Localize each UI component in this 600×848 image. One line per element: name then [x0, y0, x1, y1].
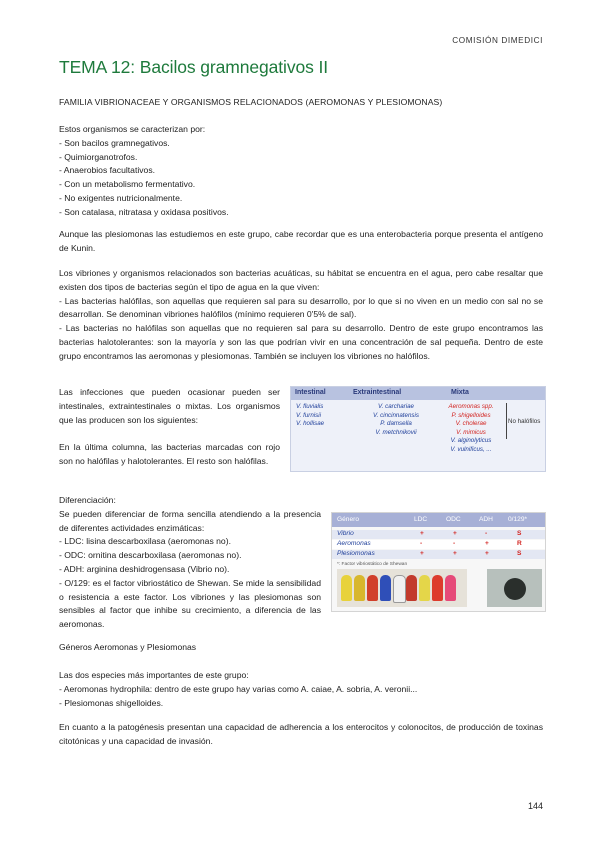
list-item: - Anaerobios facultativos.	[59, 165, 156, 176]
extraintestinal-column	[351, 403, 441, 437]
ldc-item: - LDC: lisina descarboxilasa (aeromonas no).	[59, 536, 231, 547]
infections-block	[59, 386, 280, 469]
list-item: - Quimiorganotrofos.	[59, 151, 138, 162]
infections-intro: Las infecciones que pueden ocasionar pueden ser intestinales, extraintestinales o mixtas. Los organismos que las producen son los siguientes:	[59, 387, 280, 425]
header-organization: COMISIÓN DIMEDICI	[452, 36, 543, 45]
agar-plate-photo	[487, 569, 542, 607]
list-item: - Con un metabolismo fermentativo.	[59, 179, 196, 190]
enzyme-table	[331, 512, 546, 612]
table-header	[332, 513, 545, 527]
paragraph-text: Aunque las plesiomonas las estudiemos en este grupo, cabe recordar que es una enterobacteria porque presenta el antígeno de Kunin.	[59, 229, 543, 253]
tube-image	[445, 575, 456, 601]
mixta-red-column	[441, 403, 501, 437]
list-item: - Son bacilos gramnegativos.	[59, 137, 170, 148]
odc-cell: -	[453, 540, 456, 547]
species: V. mimicus	[456, 428, 486, 436]
species: V. furnisii	[296, 411, 321, 419]
genera-heading: Géneros Aeromonas y Plesiomonas	[59, 642, 197, 652]
genera-block	[59, 669, 543, 710]
non-halophilic-paragraph: - Las bacterias no halófilas son aquellas que no requieren sal para su desarrollo. Dentro de este grupo encontramos las bacterias halotolerantes: son la mayoría y son las que podrían vivir en una concentración de sal pequeña. Dentro de este grupo encontramos las aeromonas y plesiomonas. También se incluyen los vibriones no halófilos.	[59, 323, 543, 361]
header-odc: ODC	[446, 516, 461, 523]
table-row	[332, 540, 545, 549]
habitat-intro: Los vibriones y organismos relacionados son bacterias acuáticas, su hábitat se encuentra en el agua, pero cabe resaltar que existen dos tipos de bacterias según el tipo de agua en la que viven:	[59, 268, 543, 292]
bracket	[501, 403, 507, 439]
page-number: 144	[527, 801, 543, 811]
o129-item: - O/129: es el factor vibriostático de Shewan. Se mide la sensibilidad o resistencia a este factor. Los vibriones y las plesiomonas son sensibles al factor que inhibe su crecimiento, a diferencia de las aeromonas.	[59, 577, 321, 630]
header-extraintestinal: Extraintestinal	[353, 389, 402, 396]
differentiation-heading: Diferenciación:	[59, 495, 116, 505]
genera-intro: Las dos especies más importantes de este grupo:	[59, 670, 249, 680]
list-item: - Aeromonas hydrophila: dentro de este grupo hay varias como A. caiae, A. sobria, A. veronii...	[59, 683, 418, 694]
species: V. cholerae	[455, 420, 487, 428]
characteristics-list	[59, 137, 543, 220]
list-item: - Plesiomonas shigelloides.	[59, 697, 164, 708]
plesiomonas-paragraph	[59, 228, 543, 256]
table-row	[332, 550, 545, 559]
adh-cell: -	[485, 530, 488, 537]
species: V. vulnificus, ...	[450, 445, 492, 453]
sensitivity-disc	[504, 578, 526, 600]
pathogenesis-paragraph	[59, 721, 543, 749]
genus-cell: Vibrio	[337, 530, 354, 537]
ldc-cell: +	[420, 530, 424, 537]
characteristics-block	[59, 123, 543, 220]
tube-image	[419, 575, 430, 601]
table-header	[291, 387, 545, 400]
adh-cell: +	[485, 550, 489, 557]
genus-cell: Aeromonas	[337, 540, 371, 547]
header-mixta: Mixta	[451, 389, 469, 396]
species: V. alginolyticus	[450, 437, 492, 444]
header-o129: 0/129*	[508, 516, 528, 523]
species: P. shigelloides	[451, 411, 491, 419]
intestinal-column	[296, 403, 324, 429]
characteristics-intro: Estos organismos se caracterizan por:	[59, 124, 206, 134]
no-halophilic-label: No halófilos	[508, 418, 541, 425]
tube-image	[354, 575, 365, 601]
section-heading: FAMILIA VIBRIONACEAE Y ORGANISMOS RELACIONADOS (AEROMONAS Y PLESIOMONAS)	[59, 97, 443, 107]
header-ldc: LDC	[414, 516, 428, 523]
species: Aeromonas spp.	[448, 403, 494, 410]
species: V. cincinnatensis	[373, 411, 419, 419]
list-item: - Son catalasa, nitratasa y oxidasa positivos.	[59, 206, 229, 217]
halophilic-paragraph: - Las bacterias halófilas, son aquellas que requieren sal para su desarrollo, por lo que si no viven en un medio con sal no se desarrollan. Se denominan vibriones halófilos (mínimo requieren 0'5% de sal).	[59, 295, 543, 320]
differentiation-block	[59, 494, 321, 632]
species: V. fluvialis	[296, 403, 324, 410]
tube-image	[380, 575, 391, 601]
o129-cell: S	[517, 530, 522, 537]
list-item: - No exigentes nutricionalmente.	[59, 192, 183, 203]
ldc-cell: -	[420, 540, 423, 547]
genera-list	[59, 683, 543, 711]
table-row	[332, 530, 545, 539]
odc-cell: +	[453, 550, 457, 557]
species: V. metchnikovii	[375, 428, 417, 436]
differentiation-intro: Se pueden diferenciar de forma sencilla atendiendo a la presencia de diferentes actividades enzimáticas:	[59, 508, 321, 533]
header-adh: ADH	[479, 516, 493, 523]
odc-item: - ODC: ornitina descarboxilasa (aeromonas no).	[59, 550, 242, 561]
adh-cell: +	[485, 540, 489, 547]
species: P. damsella	[380, 420, 412, 428]
genera-heading-block	[59, 641, 543, 655]
genus-cell: Plesiomonas	[337, 550, 375, 557]
table-footnote: *: Factor vibriostático de Shewan	[337, 562, 408, 567]
adh-item: - ADH: arginina deshidrogensasa (Vibrio no).	[59, 563, 230, 574]
paragraph-text: En cuanto a la patogénesis presentan una capacidad de adherencia a los enterocitos y colonocitos, de producción de toxinas citotónicas y una capacidad de invasión.	[59, 722, 543, 746]
o129-cell: R	[517, 540, 522, 547]
page-title: TEMA 12: Bacilos gramnegativos II	[59, 57, 329, 77]
infection-type-table	[290, 386, 546, 472]
header-intestinal: Intestinal	[295, 389, 326, 396]
tube-image	[393, 575, 406, 603]
odc-cell: +	[453, 530, 457, 537]
mixta-blue-column	[436, 437, 506, 454]
tube-image	[406, 575, 417, 601]
tube-image	[432, 575, 443, 601]
tube-image	[341, 575, 352, 601]
habitat-block	[59, 267, 543, 364]
tube-image	[367, 575, 378, 601]
header-genus: Género	[337, 516, 359, 523]
o129-cell: S	[517, 550, 522, 557]
species: V. hollisae	[296, 420, 325, 428]
infections-note: En la última columna, las bacterias marcadas con rojo son no halófilas y halotolerantes. El resto son halófilas.	[59, 442, 280, 466]
species: V. carchariae	[378, 403, 414, 410]
ldc-cell: +	[420, 550, 424, 557]
